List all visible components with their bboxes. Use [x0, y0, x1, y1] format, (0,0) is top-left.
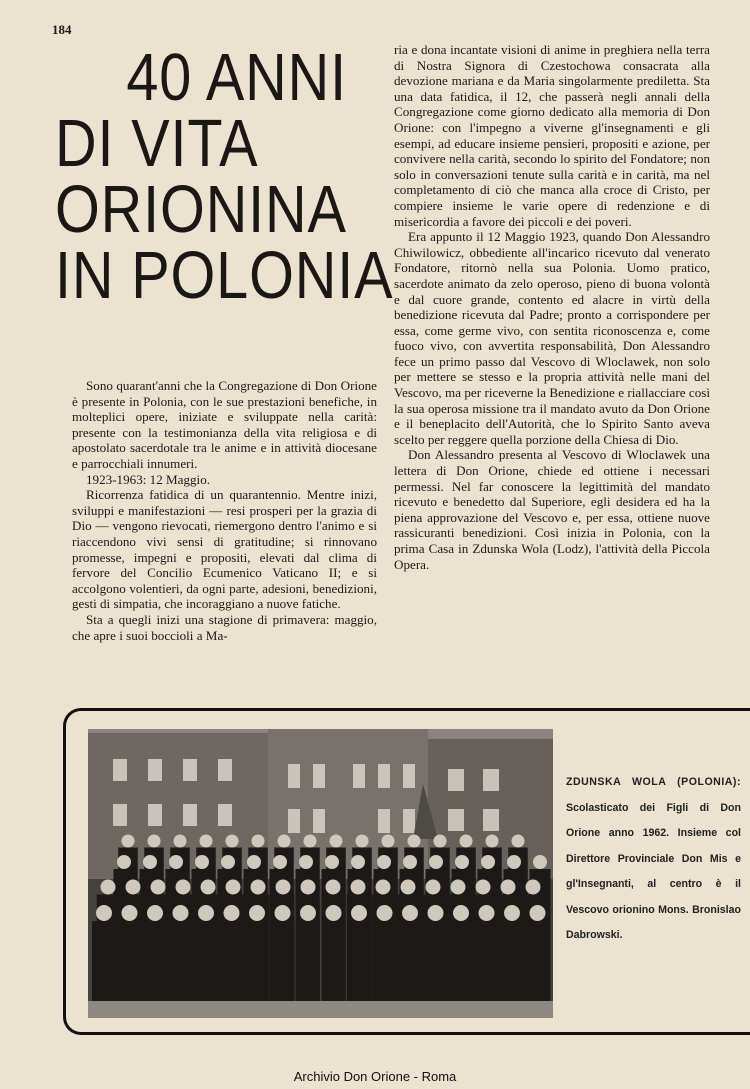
paragraph-spring: Sta a quegli inizi una stagione di primavera: maggio, che apre i suoi boccioli a Ma- — [72, 611, 377, 643]
title-line-1: 40 ANNI — [126, 40, 347, 115]
paragraph-continuation: ria e dona incantate visioni di anime in preghiera nella terra di Nostra Signora di Czestochowa consacrata alla devozione mariana e da Maria singolarmente prediletta. Sta una data fatidica, il 12, che passerà negli annali della Congregazione come giorno dedicato alla memoria di Don Orione: con l'impegno a viverne gl'insegnamenti e gli esempi, ad educare insieme pensieri, propositi e azione, per convivere nella carità, secondo lo spirito del Fondatore; non solo in conversazioni tenute sulla carità e in carità, ma nel completamento di ciò che manca alla croce di Cristo, per compiere insieme le varie opere di redenzione e di misericordia a favore dei piccoli e dei poveri. — [394, 42, 710, 229]
photo-caption — [566, 770, 741, 949]
paragraph-date: 1923-1963: 12 Maggio. — [86, 471, 211, 487]
group-photo — [88, 729, 553, 1018]
title-line-2: DI VITA — [55, 106, 259, 181]
paragraph-return: Era appunto il 12 Maggio 1923, quando Don Alessandro Chiwilowicz, obbediente all'incarico ricevuto dal venerato Fondatore, ritornò nella sua Polonia. Uomo pratico, sacerdote animato da zelo operoso, pieno di buona volontà e dal cuore grande, contento ed alacre in virtù della benedizione ricevuta dal Padre; pronto a corrispondere per essa, come germe vivo, con sentita riconoscenza e, come fuoco vivo, con avvertita responsabilità, Don Alessandro fece un primo passo dal Vescovo di Wloclawek, non solo per mettere se stesso e la propria attività nelle mani del Vescovo, ma per riceverne la Benedizione e riallacciare così la sua operosa missione tra il mandato avuto da Don Orione e il beneplacito dell'Autorità, che lo Spirito Santo aveva scelto per reggere quella porzione della Chiesa di Dio. — [394, 229, 710, 447]
paragraph-bishop: Don Alessandro presenta al Vescovo di Wloclawek una lettera di Don Orione, chiede ed ottiene i necessari permessi. Nel far conoscere la legittimità del mandato ricevuto e benedetto dal Superiore, egli desidera ed ha la piena approvazione del Vescovo e, per essa, ottiene nuove rassicuranti benedizioni. Così inizia in Polonia, con la prima Casa in Zdunska Wola (Lodz), l'attività della Piccola Opera. — [394, 447, 710, 572]
paragraph-intro: Sono quarant'anni che la Congregazione di Don Orione è presente in Polonia, con le sue prestazioni benefiche, in molteplici opere, iniziate e sviluppate nella carità: presente con la testimonianza della vita religiosa e di apostolato sacerdotale tra le anime e in attività diocesane e parrocchiali innumeri. — [72, 378, 377, 471]
title-line-4: IN POLONIA — [55, 238, 394, 313]
left-column — [72, 378, 377, 643]
archive-footer: Archivio Don Orione - Roma — [293, 1069, 457, 1084]
caption-place: ZDUNSKA WOLA (POLONIA): — [566, 776, 741, 788]
page-number: 184 — [52, 22, 72, 37]
right-column — [394, 42, 710, 572]
caption-text: Scolasticato dei Figli di Don Orione anno 1962. Insieme col Direttore Provinciale Don Mis e gl'Insegnanti, al centro è il Vescovo orionino Mons. Bronislao Dabrowski. — [566, 801, 741, 941]
paragraph-anniversary: Ricorrenza fatidica di un quarantennio. Mentre inizi, sviluppi e manifestazioni — resi prosperi per la grazia di Dio — vengono rievocati, riemergono dentro l'animo e si riaccendono vivi sensi di gratitudine; si rinnovano promesse, impegni e propositi, elevati dal clima di fervore del Concilio Ecumenico Vaticano II; e si accolgono volentieri, da ogni parte, adesioni, benedizioni, gesti di simpatia, che incoraggiano a nuove fatiche. — [72, 487, 377, 612]
article-title — [55, 40, 394, 313]
title-line-3: ORIONINA — [55, 172, 347, 247]
